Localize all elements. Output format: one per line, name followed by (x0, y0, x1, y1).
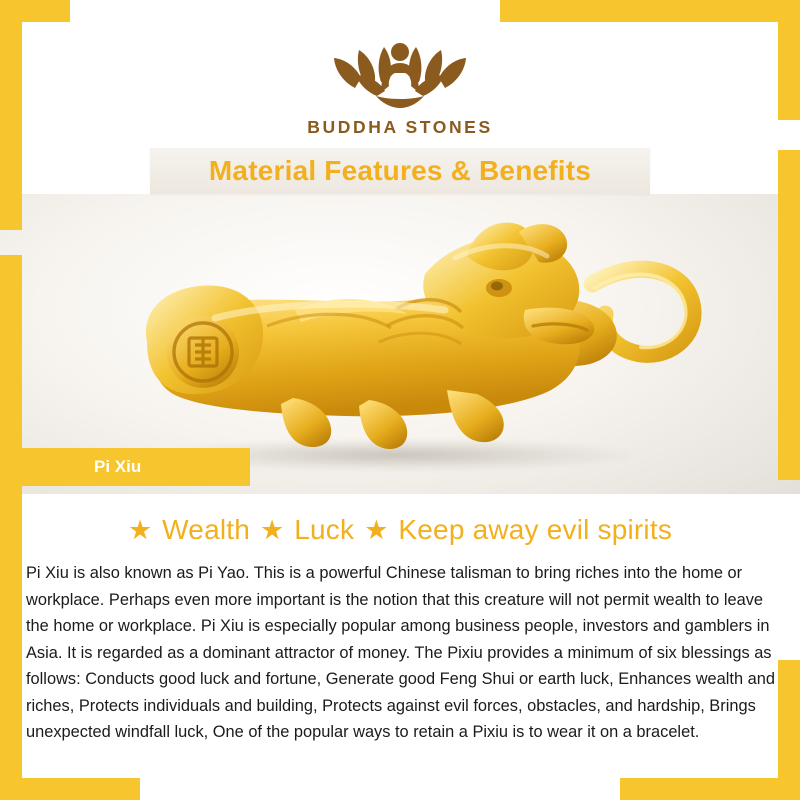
product-caption-label: Pi Xiu (94, 457, 142, 476)
star-icon: ★ (260, 514, 285, 545)
brand-name: BUDDHA STONES (307, 117, 493, 137)
lotus-meditation-figure-icon (325, 28, 475, 114)
benefit-item-luck: Luck (294, 514, 355, 545)
benefit-item-evil-spirits: Keep away evil spirits (398, 514, 673, 545)
benefit-item-wealth: Wealth (162, 514, 251, 545)
section-title-banner (150, 148, 650, 194)
product-caption-tag (22, 448, 250, 486)
frame-corner-bottom-left-vertical (0, 470, 22, 800)
frame-corner-top-right-horizontal (500, 0, 800, 22)
frame-corner-bottom-left-horizontal (0, 778, 140, 800)
brand-logo-block (0, 22, 800, 144)
frame-corner-bottom-right-horizontal (620, 778, 800, 800)
benefits-heading (0, 516, 800, 544)
description-paragraph: Pi Xiu is also known as Pi Yao. This is a powerful Chinese talisman to bring riches into the home or workplace. Perhaps even more important is the notion that this creature will not permit wealth to leave the home or workplace. Pi Xiu is especially popular among business people, investors and gamblers in Asia. It is regarded as a dominant attractor of money. The Pixiu provides a minimum of six blessings as follows: Conducts good luck and fortune, Generate good Feng Shui or earth luck, Enhances wealth and riches, Protects individuals and building, Protects against evil forces, obstacles, and hardship, Brings unexpected windfall luck, One of the popular ways to retain a Pixiu is to wear it on a bracelet. (26, 564, 775, 741)
star-icon: ★ (127, 514, 153, 545)
page-title: Material Features & Benefits (208, 155, 592, 186)
star-icon: ★ (364, 514, 389, 545)
frame-edge-left-middle (0, 255, 22, 470)
frame-corner-bottom-right-vertical (778, 660, 800, 800)
gold-pixiu-pendant-illustration (95, 214, 715, 484)
frame-edge-right-middle (778, 150, 800, 480)
